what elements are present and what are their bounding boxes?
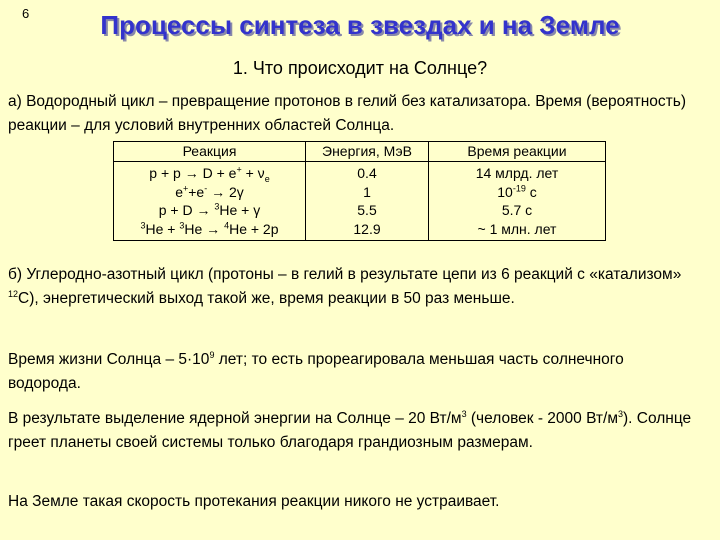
sun-lifetime-paragraph [8,348,698,396]
arrow-icon: → [211,183,226,200]
paragraph-sup: 3 [617,408,623,419]
paragraph-text: Время жизни Солнца – 5·10 [8,351,210,368]
time-base: 10 [497,183,513,200]
reaction-text: He + γ [219,202,261,218]
reaction-text: e [175,183,183,200]
energy-value: 0.4 [357,165,377,181]
reactions-cell [114,162,306,241]
reaction-1 [118,164,301,183]
table-row [114,162,606,241]
earth-paragraph: На Земле такая скорость протекания реакции никого не устраивает. [8,493,500,510]
reaction-text: D + e [198,165,237,181]
energy-release-paragraph [8,407,698,455]
reaction-sup: 3 [179,219,185,230]
energy-value: 5.5 [357,202,377,218]
reaction-text: +e [188,183,205,200]
times-cell [429,162,606,241]
reaction-sup: + [182,182,189,193]
paragraph-text: ). Солнце греет планеты своей системы только благодаря грандиозным размерам. [8,410,692,451]
reaction-table [113,141,606,241]
reaction-text: p + p [149,165,185,181]
time-value: 5.7 c [501,202,533,218]
reaction-3 [118,201,301,220]
reaction-sub: e [264,173,270,184]
energies-cell [306,162,429,241]
reaction-text: 2γ [225,183,244,200]
slide-number: 6 [22,6,30,21]
arrow-icon: → [196,202,211,218]
header-energy: Энергия, МэВ [306,142,429,162]
reaction-text: p + D [158,202,197,218]
time-unit: c [525,183,537,200]
paragraph-sup: 12 [8,288,19,299]
reaction-text: He + [145,220,180,237]
header-time: Время реакции [429,142,606,162]
header-reaction: Реакция [114,142,306,162]
arrow-icon: → [206,220,221,237]
slide-title: Процессы синтеза в звездах и на Земле [100,10,620,40]
reaction-sup: 3 [140,219,146,230]
paragraph-text: (человек - 2000 Вт/м [466,410,618,427]
reaction-text: + ν [241,165,265,181]
time-exponent: -19 [512,182,526,193]
reaction-sup: + [236,164,242,175]
paragraph-text: лет; то есть прореагировала меньшая часть солнечного водорода. [8,351,624,392]
paragraph-text: C), энергетический выход такой же, время реакции в 50 раз меньше. [18,290,515,307]
arrow-icon: → [184,165,199,181]
carbon-nitrogen-cycle-paragraph [8,263,698,311]
reaction-4 [118,220,301,239]
paragraph-text: б) Углеродно-азотный цикл (протоны – в гелий в результате цепи из 6 реакций с «катализом» [8,266,682,283]
energy-value: 1 [363,183,371,200]
reaction-text: He + 2p [229,220,279,237]
table-header-row [114,142,606,162]
reaction-sup: - [204,182,208,193]
hydrogen-cycle-paragraph: а) Водородный цикл – превращение протонов в гелий без катализатора. Время (вероятность) реакции – для условий внутренних областей Солнца. [8,93,686,134]
paragraph-sup: 9 [209,349,215,360]
energy-value: 12.9 [353,220,381,237]
reaction-text: He [184,220,207,237]
reaction-2 [118,183,301,202]
reaction-sup: 3 [214,201,220,212]
slide-subtitle: 1. Что происходит на Солнце? [232,58,488,78]
time-value [433,183,601,202]
paragraph-sup: 3 [461,408,467,419]
paragraph-text: В результате выделение ядерной энергии на Солнце – 20 Вт/м [8,410,462,427]
time-value: ~ 1 млн. лет [477,220,557,237]
reaction-sup: 4 [224,219,230,230]
time-value: 14 млрд. лет [475,165,559,181]
